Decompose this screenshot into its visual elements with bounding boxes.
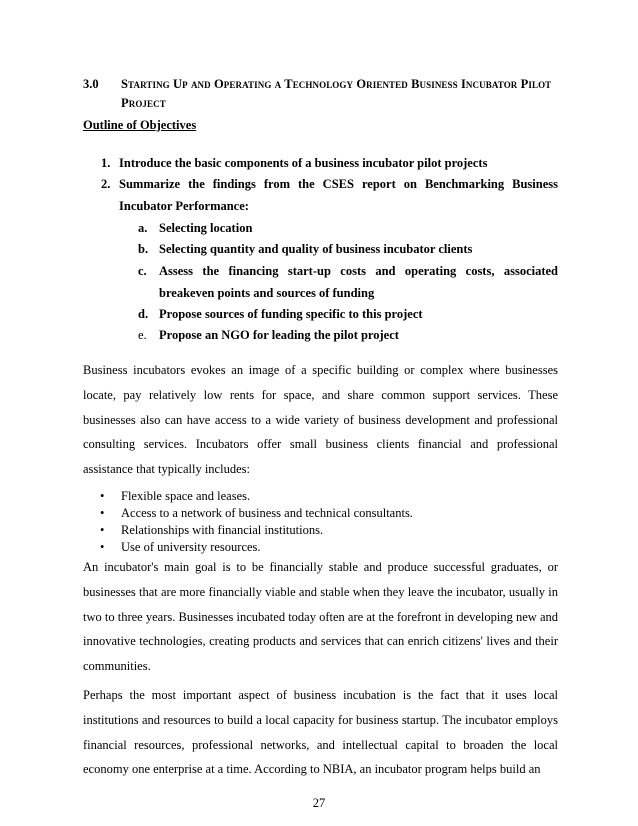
sub-objective-marker: a. bbox=[138, 221, 148, 235]
sub-objective-text: Assess the financing start-up costs and operating costs, associated breakeven points and sources of funding bbox=[159, 264, 558, 300]
bullet-icon: • bbox=[100, 489, 105, 503]
page-number: 27 bbox=[312, 796, 326, 810]
bullet-item bbox=[100, 522, 413, 539]
section-number: 3.0 bbox=[83, 77, 99, 91]
bullet-icon: • bbox=[100, 506, 105, 520]
objective-marker: 2. bbox=[101, 177, 111, 191]
bullet-text: Relationships with financial institutions. bbox=[121, 523, 324, 537]
objective-marker: 1. bbox=[101, 156, 111, 170]
body-paragraph: An incubator's main goal is to be financially stable and produce successful graduates, or businesses that are more financially viable and stable when they leave the incubator, usually in two to three years. Businesses incubated today often are at the forefront in developing new and innovative technologies, creating products and services that can enrich citizens' lives and their communities. bbox=[83, 560, 558, 674]
bullet-item bbox=[100, 539, 413, 556]
bullet-text: Access to a network of business and technical consultants. bbox=[121, 506, 413, 520]
sub-objective-marker: c. bbox=[138, 264, 147, 278]
sub-objective-text: Selecting quantity and quality of business incubator clients bbox=[159, 242, 473, 256]
bullet-list bbox=[100, 488, 413, 556]
outline-heading: Outline of Objectives bbox=[83, 118, 197, 132]
bullet-icon: • bbox=[100, 540, 105, 554]
bullet-item bbox=[100, 505, 413, 522]
bullet-icon: • bbox=[100, 523, 105, 537]
objective-text: Summarize the findings from the CSES report on Benchmarking Business Incubator Performance: bbox=[119, 177, 558, 213]
section-title: Starting Up and Operating a Technology Oriented Business Incubator Pilot Project bbox=[121, 77, 552, 110]
bullet-item bbox=[100, 488, 413, 505]
sub-objective-text: Selecting location bbox=[159, 221, 253, 235]
sub-objective-text: Propose sources of funding specific to this project bbox=[159, 307, 423, 321]
body-paragraph: Business incubators evokes an image of a specific building or complex where businesses locate, pay relatively low rents for space, and share common support services. These businesses also can have access to a wide variety of business development and professional consulting services. Incubators offer small business clients financial and professional assistance that typically includes: bbox=[83, 363, 558, 477]
sub-objective-text: Propose an NGO for leading the pilot project bbox=[159, 328, 399, 342]
sub-objective-marker: b. bbox=[138, 242, 149, 256]
sub-objective-marker: d. bbox=[138, 307, 149, 321]
body-paragraph: Perhaps the most important aspect of business incubation is the fact that it uses local institutions and resources to build a local capacity for business startup. The incubator employs financial resources, professional networks, and intellectual capital to broaden the local economy one enterprise at a time. According to NBIA, an incubator program helps build an bbox=[83, 688, 558, 777]
objective-text: Introduce the basic components of a business incubator pilot projects bbox=[119, 156, 488, 170]
sub-objective-marker: e. bbox=[138, 328, 147, 342]
bullet-text: Use of university resources. bbox=[121, 540, 261, 554]
bullet-text: Flexible space and leases. bbox=[121, 489, 251, 503]
